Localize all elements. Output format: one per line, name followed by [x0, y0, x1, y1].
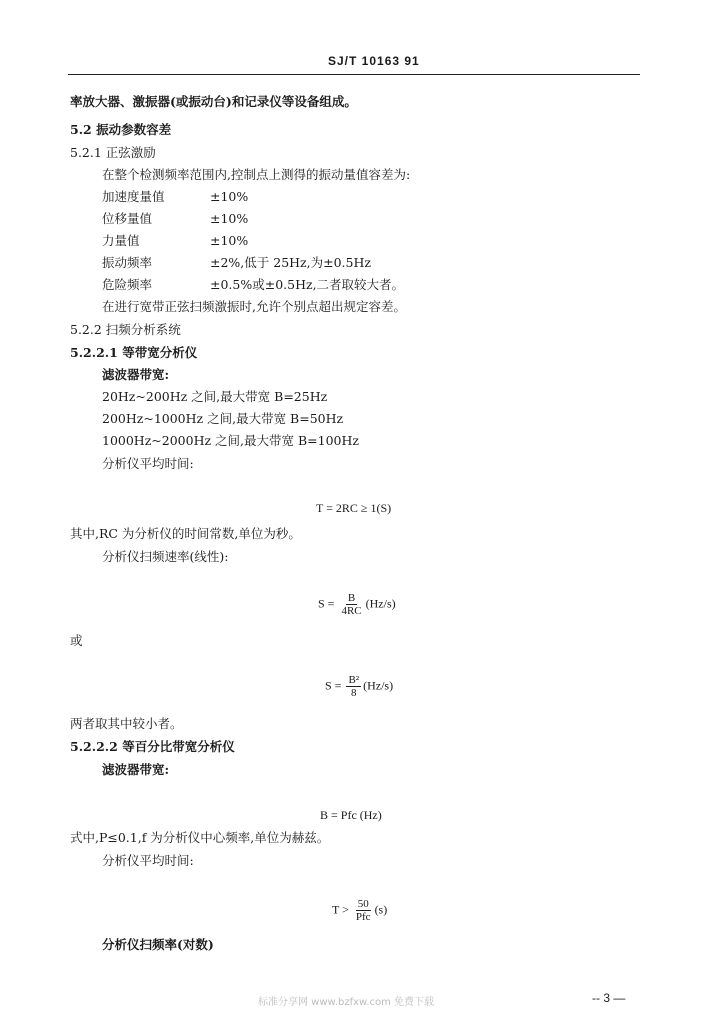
header-rule — [68, 74, 640, 75]
standard-code: SJ/T 10163 91 — [328, 54, 420, 68]
equation-averaging-time-2 — [332, 898, 387, 923]
page-number: -- 3 — — [592, 991, 626, 1005]
para-l15: 200Hz~1000Hz 之间,最大带宽 B=50Hz — [102, 411, 344, 426]
para-l14: 20Hz~200Hz 之间,最大带宽 B=25Hz — [102, 389, 328, 404]
equation-bandwidth: B = Pfc (Hz) — [320, 808, 382, 822]
equation-averaging-time: T = 2RC ≥ 1(S) — [316, 501, 392, 515]
tolerance-value: ±2%,低于 25Hz,为±0.5Hz — [210, 255, 371, 270]
eq-fraction — [339, 592, 363, 617]
tolerance-row — [102, 255, 371, 271]
tolerance-row — [102, 277, 404, 293]
eq-denominator: 8 — [351, 687, 357, 699]
tolerance-value: ±10% — [210, 211, 249, 226]
tolerance-label: 危险频率 — [102, 277, 153, 292]
eq-numerator: 50 — [357, 898, 369, 910]
tolerance-row — [102, 233, 248, 249]
para-l20: 或 — [70, 633, 83, 648]
section-5-2-2-2: 5.2.2.2 等百分比带宽分析仪 — [70, 739, 235, 754]
eq-denominator: Pfc — [355, 911, 371, 923]
section-5-2-1: 5.2.1 正弦激励 — [70, 145, 156, 160]
eq-lhs: S = — [325, 678, 342, 693]
equation-sweep-rate-2 — [325, 674, 393, 699]
para-l24: 式中,P≤0.1,f 为分析仪中心频率,单位为赫兹。 — [70, 830, 330, 845]
para-l04: 在整个检测频率范围内,控制点上测得的振动量值容差为: — [102, 167, 411, 182]
eq-unit: (Hz/s) — [363, 678, 394, 693]
eq-unit: (s) — [374, 902, 388, 917]
para-l10: 在进行宽带正弦扫频激振时,允许个别点超出规定容差。 — [102, 299, 406, 314]
para-l23: 滤波器带宽: — [102, 762, 170, 777]
para-l25: 分析仪平均时间: — [102, 853, 194, 868]
para-l21: 两者取其中较小者。 — [70, 716, 183, 731]
section-5-2: 5.2 振动参数容差 — [70, 122, 172, 137]
tolerance-row — [102, 211, 248, 227]
tolerance-row — [102, 189, 248, 205]
equation-sweep-rate-1 — [318, 592, 396, 617]
tolerance-label: 加速度量值 — [102, 189, 165, 204]
section-5-2-2: 5.2.2 扫频分析系统 — [70, 322, 181, 337]
tolerance-value: ±10% — [210, 189, 249, 204]
eq-numerator: B — [347, 592, 356, 604]
eq-denominator: 4RC — [341, 605, 362, 617]
tolerance-label: 力量值 — [102, 233, 140, 248]
para-l18: 其中,RC 为分析仪的时间常数,单位为秒。 — [70, 526, 301, 541]
para-l16: 1000Hz~2000Hz 之间,最大带宽 B=100Hz — [102, 433, 359, 448]
para-l26: 分析仪扫频率(对数) — [102, 937, 214, 952]
section-5-2-2-1: 5.2.2.1 等带宽分析仪 — [70, 345, 198, 360]
eq-fraction — [354, 898, 373, 923]
para-l13: 滤波器带宽: — [102, 367, 170, 382]
tolerance-value: ±10% — [210, 233, 249, 248]
tolerance-label: 位移量值 — [102, 211, 153, 226]
tolerance-value: ±0.5%或±0.5Hz,二者取较大者。 — [210, 277, 405, 292]
eq-lhs: T > — [332, 902, 349, 917]
tolerance-label: 振动频率 — [102, 255, 153, 270]
para-l19: 分析仪扫频速率(线性): — [102, 549, 229, 564]
eq-fraction — [346, 674, 361, 699]
para-l01: 率放大器、激振器(或振动台)和记录仪等设备组成。 — [70, 94, 357, 109]
eq-unit: (Hz/s) — [365, 596, 396, 611]
eq-lhs: S = — [318, 596, 335, 611]
eq-numerator: B² — [348, 674, 360, 686]
para-l17: 分析仪平均时间: — [102, 456, 194, 471]
footer-watermark: 标准分享网 www.bzfxw.com 免费下载 — [258, 997, 434, 1008]
